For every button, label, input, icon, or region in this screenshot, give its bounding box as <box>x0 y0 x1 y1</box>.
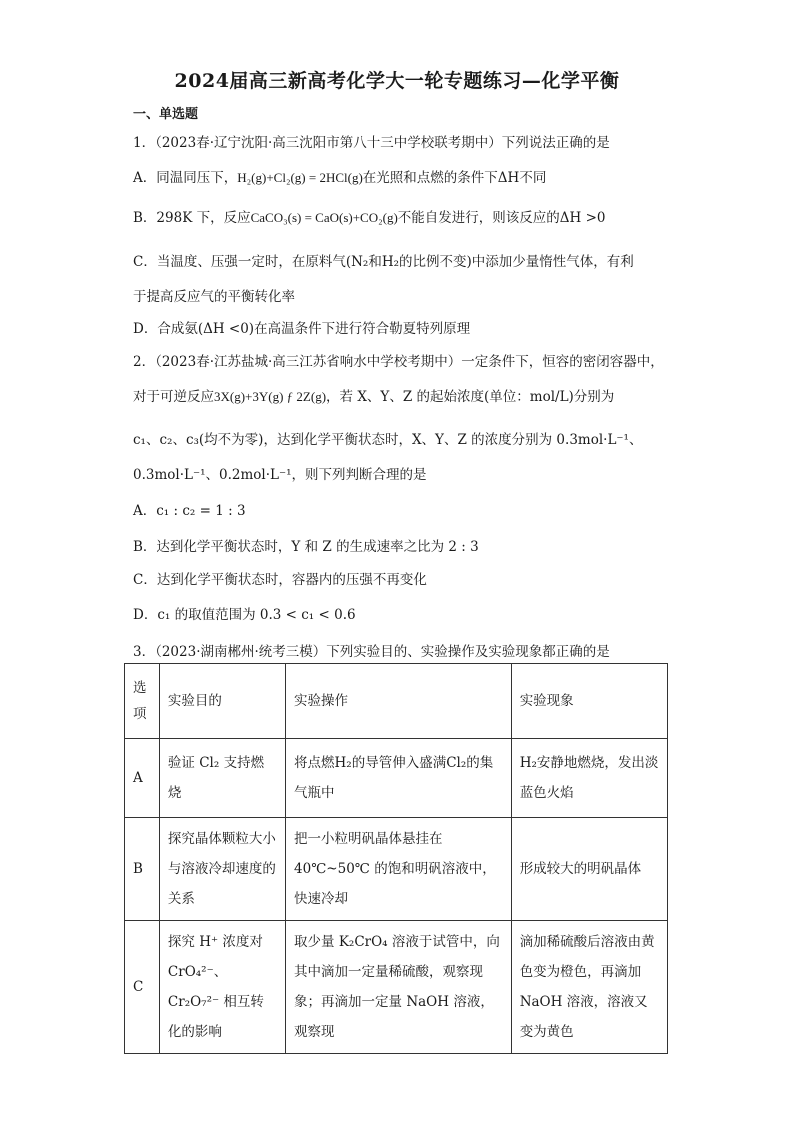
q2-line4: 0.3mol·L⁻¹、0.2mol·L⁻¹，则下列判断合理的是 <box>133 467 427 483</box>
row-b-phenomenon: 形成较大的明矾晶体 <box>511 818 667 921</box>
q2-stem: 2．（2023春·江苏盐城·高三江苏省响水中学校考期中）一定条件下，恒容的密闭容器中， <box>133 354 664 370</box>
row-a-purpose: 验证 Cl₂ 支持燃烧 <box>159 739 285 818</box>
header-operation: 实验操作 <box>286 664 512 739</box>
row-a-option: A <box>125 739 160 818</box>
header-option: 选项 <box>125 664 160 739</box>
q1-a-post: 在光照和点燃的条件下ΔH不同 <box>362 170 547 186</box>
q2-reaction-formula: 3X(g)+3Y(g) ƒ 2Z(g) <box>214 389 327 404</box>
row-b-purpose: 探究晶体颗粒大小与溶液冷却速度的关系 <box>159 818 285 921</box>
table-row <box>125 818 668 921</box>
q2-option-a: A．c₁ : c₂ = 1 : 3 <box>133 503 246 519</box>
table-header-row <box>125 664 668 739</box>
row-b-option: B <box>125 818 160 921</box>
q1-option-a <box>133 166 546 186</box>
q2-line2 <box>133 385 614 405</box>
q2-option-d: D．c₁ 的取值范围为 0.3 < c₁ < 0.6 <box>133 607 356 623</box>
q1-a-pre: A．同温同压下， <box>133 170 238 186</box>
row-c-purpose: 探究 H⁺ 浓度对 CrO₄²⁻、Cr₂O₇²⁻ 相互转化的影响 <box>159 921 285 1054</box>
q2-line3: c₁、c₂、c₃(均不为零)，达到化学平衡状态时，X、Y、Z 的浓度分别为 0.3mol·L⁻¹、 <box>133 432 643 448</box>
table-row <box>125 739 668 818</box>
row-c-option: C <box>125 921 160 1054</box>
row-a-phenomenon: H₂安静地燃烧，发出淡蓝色火焰 <box>511 739 667 818</box>
table-row <box>125 921 668 1054</box>
row-b-operation: 把一小粒明矾晶体悬挂在 40℃~50℃ 的饱和明矾溶液中，快速冷却 <box>286 818 512 921</box>
q1-option-b <box>133 206 606 226</box>
q1-a-formula: H₂(g)+Cl₂(g) = 2HCl(g) <box>237 170 363 185</box>
q2-option-c: C．达到化学平衡状态时，容器内的压强不再变化 <box>133 572 427 588</box>
experiment-table <box>124 663 668 1054</box>
row-a-operation: 将点燃H₂的导管伸入盛满Cl₂的集气瓶中 <box>286 739 512 818</box>
q1-b-post: 不能自发进行，则该反应的ΔH >0 <box>397 210 606 226</box>
q2-line2-post: ，若 X、Y、Z 的起始浓度(单位：mol/L)分别为 <box>326 389 615 405</box>
q1-b-pre: B．298K 下，反应 <box>133 210 251 226</box>
header-purpose: 实验目的 <box>159 664 285 739</box>
section-heading: 一、单选题 <box>133 107 199 122</box>
q1-option-c-line1: C．当温度、压强一定时，在原料气(N₂和H₂的比例不变)中添加少量惰性气体，有利 <box>133 254 634 270</box>
header-phenomenon: 实验现象 <box>511 664 667 739</box>
q1-b-formula: CaCO₃(s) = CaO(s)+CO₂(g) <box>250 210 398 225</box>
q3-stem: 3．（2023·湖南郴州·统考三模）下列实验目的、实验操作及实验现象都正确的是 <box>133 644 610 660</box>
document-title: 2024届高三新高考化学大一轮专题练习—化学平衡 <box>174 70 620 92</box>
q1-stem: 1．（2023春·辽宁沈阳·高三沈阳市第八十三中学校联考期中）下列说法正确的是 <box>133 135 610 151</box>
row-c-phenomenon: 滴加稀硫酸后溶液由黄色变为橙色，再滴加 NaOH 溶液，溶液又变为黄色 <box>511 921 667 1054</box>
q1-option-c-line2: 于提高反应气的平衡转化率 <box>133 289 295 305</box>
q2-option-b: B．达到化学平衡状态时，Y 和 Z 的生成速率之比为 2 : 3 <box>133 539 479 555</box>
row-c-operation: 取少量 K₂CrO₄ 溶液于试管中，向其中滴加一定量稀硫酸，观察现象；再滴加一定量 NaOH 溶液，观察现 <box>286 921 512 1054</box>
q2-line2-pre: 对于可逆反应 <box>133 389 214 405</box>
q1-option-d: D．合成氨(ΔH <0)在高温条件下进行符合勒夏特列原理 <box>133 321 471 337</box>
